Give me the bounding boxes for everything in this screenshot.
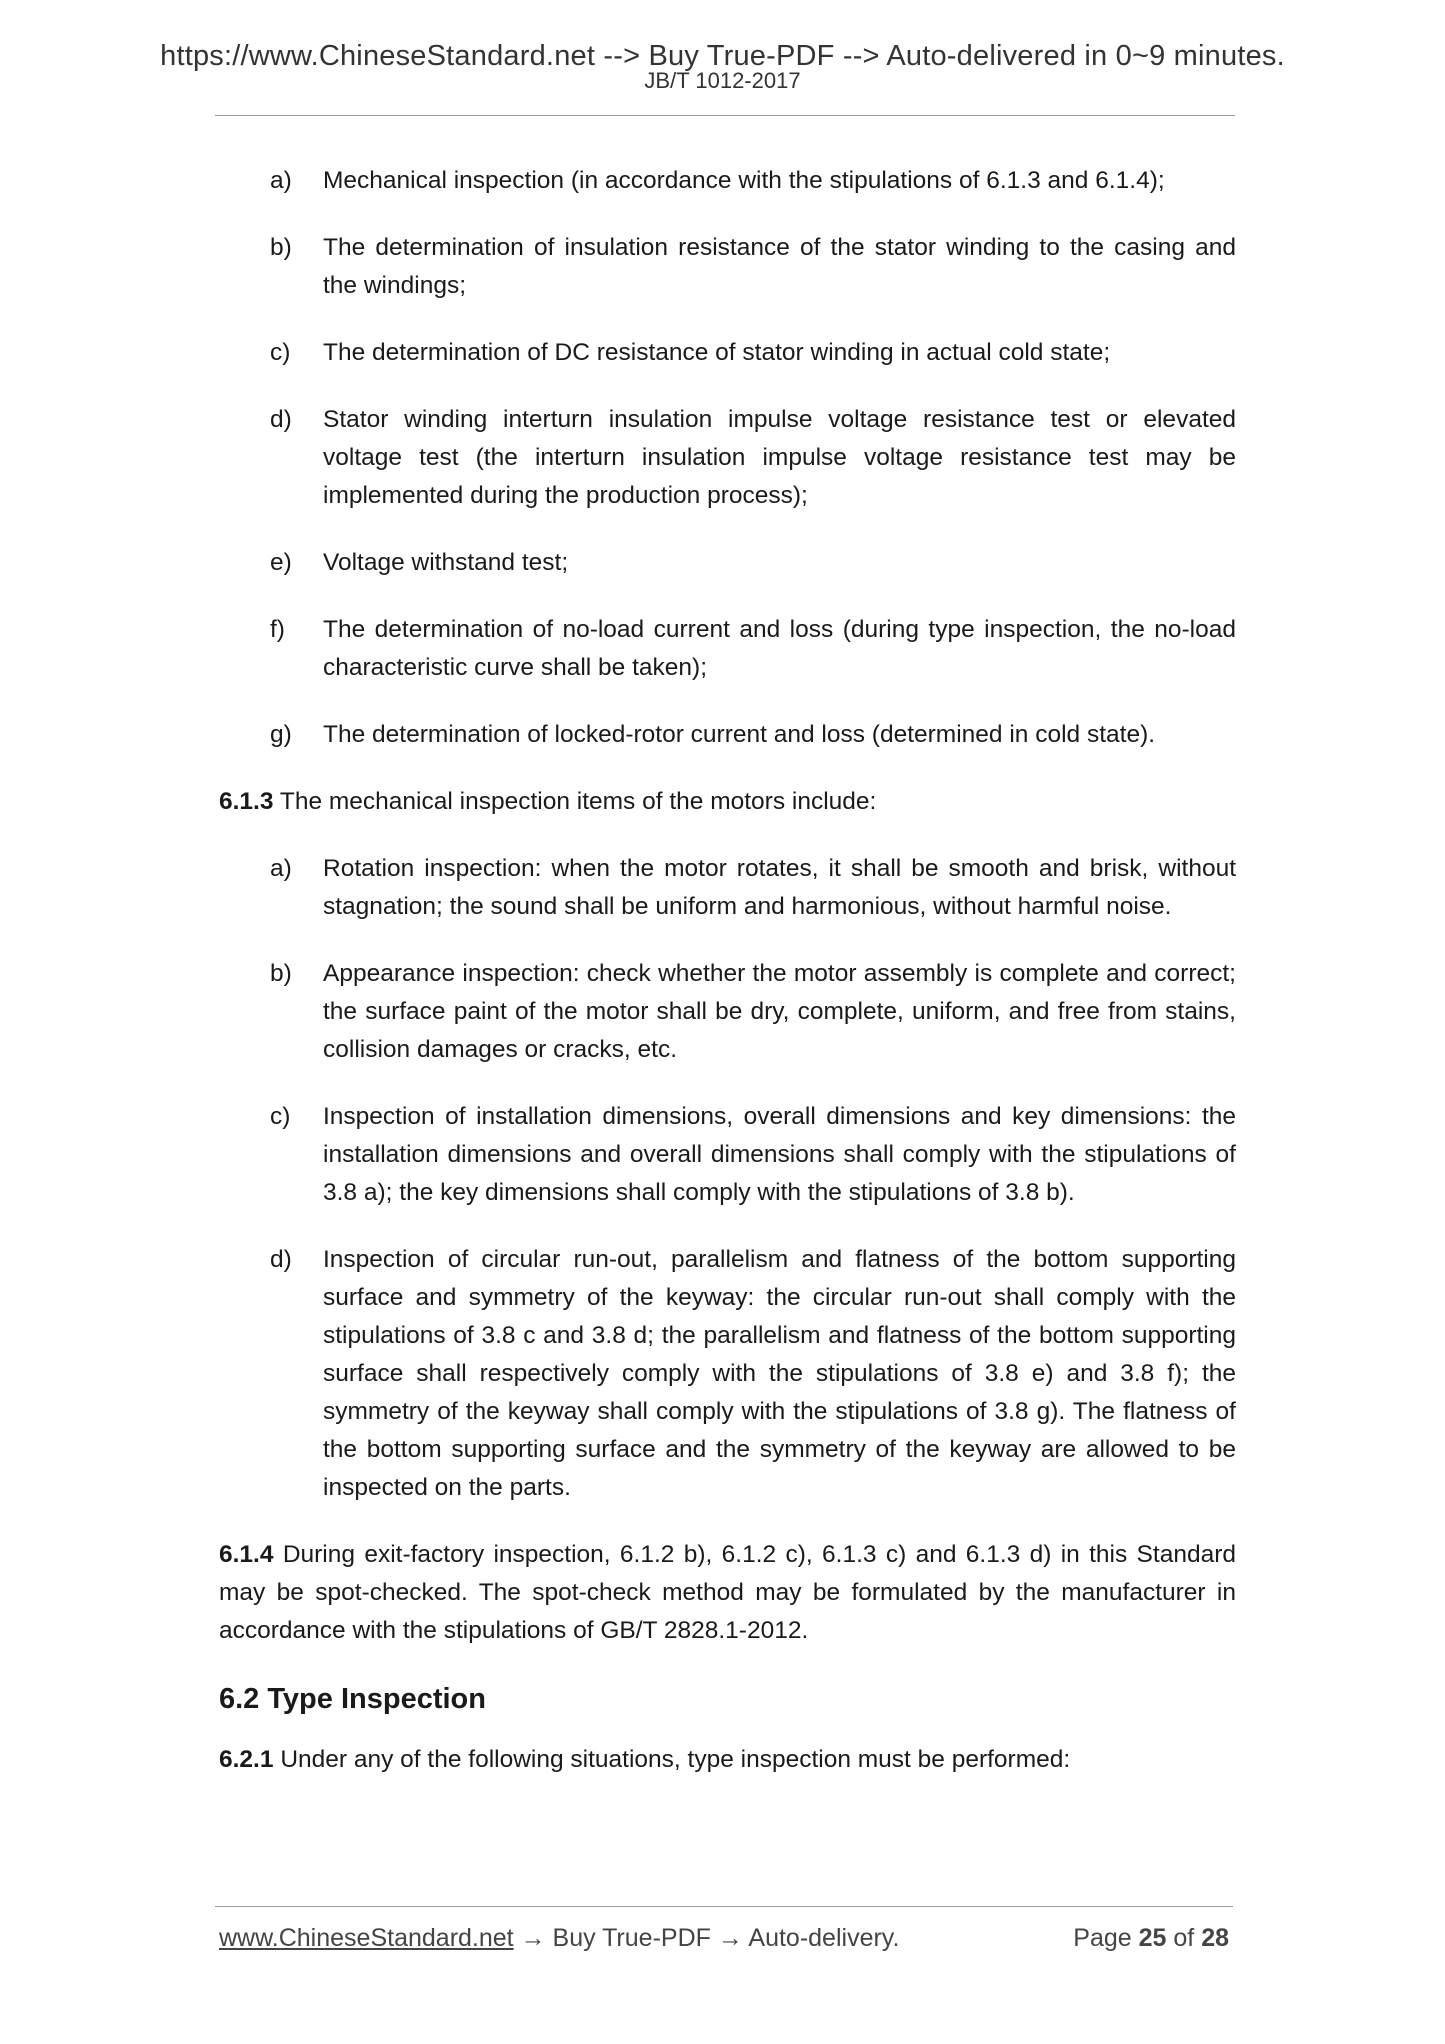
list-item-612-b <box>219 229 1236 305</box>
list-item-text: The determination of insulation resistance of the stator winding to the casing and the windings; <box>323 234 1236 299</box>
page-total: 28 <box>1201 1924 1229 1952</box>
list-item-text: Voltage withstand test; <box>323 549 569 576</box>
list-item-text: The determination of no-load current and loss (during type inspection, the no-load characteristic curve shall be taken); <box>323 616 1236 681</box>
list-marker: d) <box>270 1246 292 1273</box>
list-item-612-c <box>219 334 1236 372</box>
list-marker: b) <box>270 234 292 261</box>
footer-site-link[interactable]: www.ChineseStandard.net <box>219 1924 514 1952</box>
document-code: JB/T 1012-2017 <box>644 68 801 93</box>
section-title: 6.2 Type Inspection <box>219 1683 486 1715</box>
clause-number: 6.2.1 <box>219 1746 274 1773</box>
list-marker: f) <box>270 616 285 643</box>
list-marker: b) <box>270 960 292 987</box>
list-item-612-g <box>219 716 1236 754</box>
page-of: of <box>1173 1924 1195 1952</box>
list-item-613-a <box>219 850 1236 926</box>
clause-number: 6.1.3 <box>219 788 274 815</box>
list-item-612-d <box>219 401 1236 515</box>
list-item-text: Stator winding interturn insulation impulse voltage resistance test or elevated voltage test (the interturn insulation impulse voltage resistance test may be implemented during the production process); <box>323 406 1236 509</box>
list-marker: d) <box>270 406 292 433</box>
clause-6-2-1 <box>219 1741 1236 1779</box>
list-marker: a) <box>270 855 292 882</box>
footer-divider <box>215 1906 1233 1907</box>
list-marker: c) <box>270 1103 291 1130</box>
clause-6-1-4 <box>219 1536 1236 1650</box>
clause-6-1-3 <box>219 783 1236 821</box>
list-item-text: Inspection of circular run-out, parallelism and flatness of the bottom supporting surface and symmetry of the keyway: the circular run-out shall comply with the stipulations of 3.8 c and 3.8 d; the parallelism and flatness of the bottom supporting surface shall respectively comply with the stipulations of 3.8 e) and 3.8 f); the symmetry of the keyway shall comply with the stipulations of 3.8 g). The flatness of the bottom supporting surface and the symmetry of the keyway are allowed to be inspected on the parts. <box>323 1246 1236 1501</box>
header-divider <box>215 115 1235 116</box>
page-content <box>219 162 1236 1808</box>
list-item-613-d <box>219 1241 1236 1507</box>
list-item-612-e <box>219 544 1236 582</box>
page-word: Page <box>1073 1924 1132 1952</box>
clause-text: During exit-factory inspection, 6.1.2 b), 6.1.2 c), 6.1.3 c) and 6.1.3 d) in this Standard may be spot-checked. The spot-check method may be formulated by the manufacturer in accordance with the stipulations of GB/T 2828.1-2012. <box>219 1541 1236 1644</box>
list-item-613-b <box>219 955 1236 1069</box>
list-marker: a) <box>270 167 292 194</box>
list-item-text: Rotation inspection: when the motor rotates, it shall be smooth and brisk, without stagnation; the sound shall be uniform and harmonious, without harmful noise. <box>323 855 1236 920</box>
list-item-612-f <box>219 611 1236 687</box>
page-number <box>1073 1924 1229 1953</box>
clause-number: 6.1.4 <box>219 1541 274 1568</box>
list-item-612-a <box>219 162 1236 200</box>
list-item-text: Appearance inspection: check whether the motor assembly is complete and correct; the surface paint of the motor shall be dry, complete, uniform, and free from stains, collision damages or cracks, etc. <box>323 960 1236 1063</box>
list-item-text: Mechanical inspection (in accordance with the stipulations of 6.1.3 and 6.1.4); <box>323 167 1165 194</box>
list-item-613-c <box>219 1098 1236 1212</box>
footer-suffix: → Buy True-PDF → Auto-delivery. <box>513 1924 900 1952</box>
list-item-text: The determination of locked-rotor current and loss (determined in cold state). <box>323 721 1156 748</box>
list-item-text: Inspection of installation dimensions, overall dimensions and key dimensions: the installation dimensions and overall dimensions shall comply with the stipulations of 3.8 a); the key dimensions shall comply with the stipulations of 3.8 b). <box>323 1103 1236 1206</box>
clause-text: The mechanical inspection items of the motors include: <box>279 788 877 815</box>
footer-left <box>219 1924 899 1953</box>
clause-text: Under any of the following situations, type inspection must be performed: <box>280 1746 1071 1773</box>
list-marker: c) <box>270 339 291 366</box>
page-current: 25 <box>1138 1924 1167 1952</box>
list-marker: g) <box>270 721 292 748</box>
list-marker: e) <box>270 549 292 576</box>
header-banner: https://www.ChineseStandard.net --> Buy True-PDF --> Auto-delivered in 0~9 minutes. <box>160 40 1285 72</box>
list-item-text: The determination of DC resistance of stator winding in actual cold state; <box>323 339 1111 366</box>
